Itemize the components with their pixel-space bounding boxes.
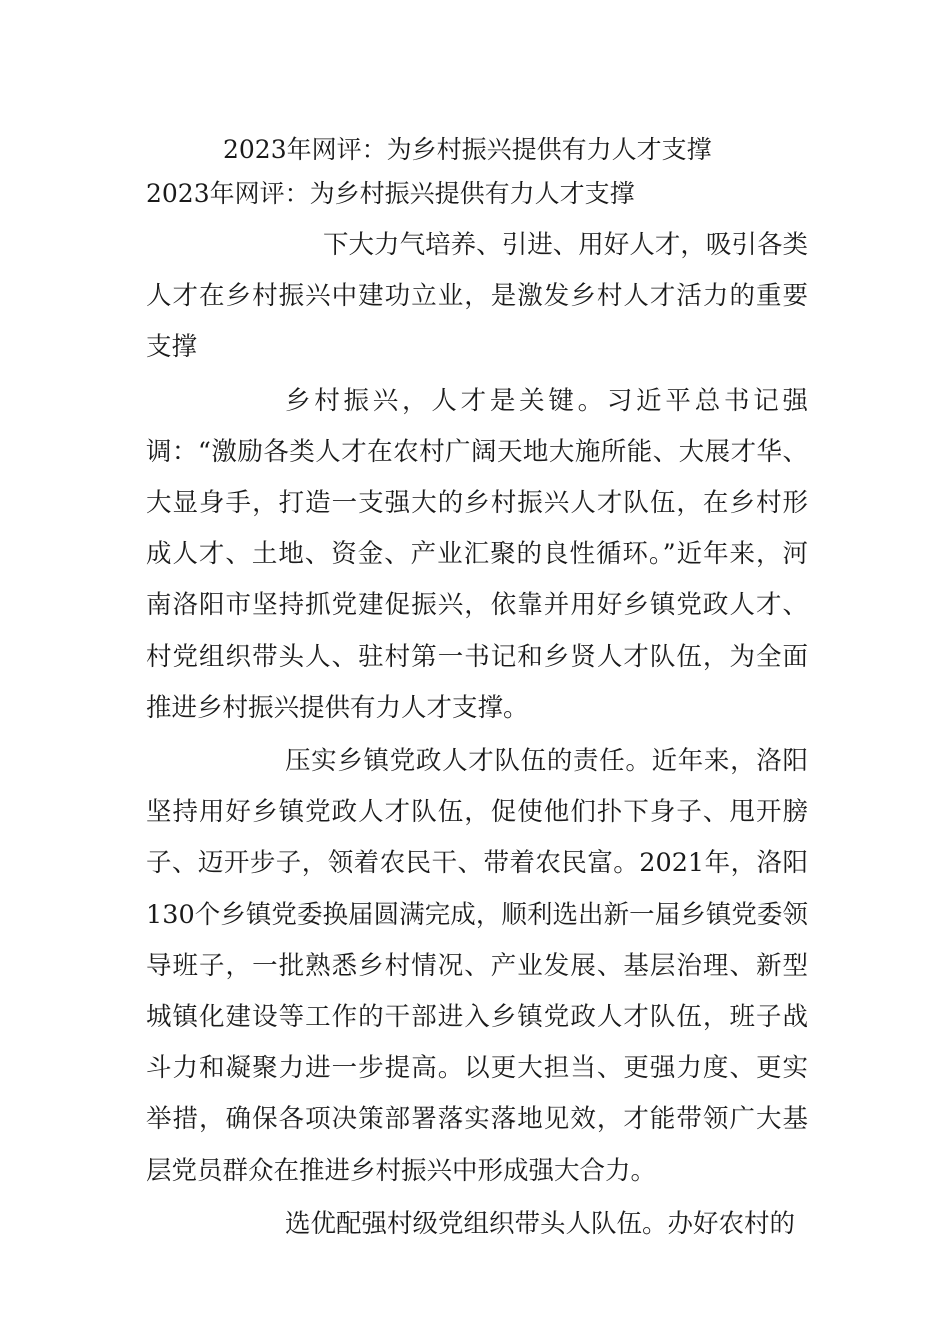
paragraph-township-talent: 压实乡镇党政人才队伍的责任。近年来，洛阳坚持用好乡镇党政人才队伍，促使他们扑下身子、甩开膀子、迈开步子，领着农民干、带着农民富。2021年，洛阳130个乡镇党委换届圆满完成，顺利选出新一届乡镇党委领导班子，一批熟悉乡村情况、产业发展、基层治理、新型城镇化建设等工作的干部进入乡镇党政人才队伍，班子战斗力和凝聚力进一步提高。以更大担当、更强力度、更实举措，确保各项决策部署落实落地见效，才能带领广大基层党员群众在推进乡村振兴中形成强大合力。 bbox=[146, 746, 808, 1186]
document-subtitle: 2023年网评：为乡村振兴提供有力人才支撑 bbox=[146, 179, 635, 208]
document-title: 2023年网评：为乡村振兴提供有力人才支撑 bbox=[223, 135, 712, 164]
paragraph-village-leaders: 选优配强村级党组织带头人队伍。办好农村的 bbox=[285, 1208, 796, 1239]
paragraph-intro: 下大力气培养、引进、用好人才，吸引各类人才在乡村振兴中建功立业，是激发乡村人才活力的重要支撑 bbox=[146, 230, 808, 363]
paragraph-talent-key: 乡村振兴，人才是关键。习近平总书记强调：“激励各类人才在农村广阔天地大施所能、大展才华、大显身手，打造一支强大的乡村振兴人才队伍，在乡村形成人才、土地、资金、产业汇聚的良性循环。”近年来，河南洛阳市坚持抓党建促振兴，依靠并用好乡镇党政人才、村党组织带头人、驻村第一书记和乡贤人才队伍，为全面推进乡村振兴提供有力人才支撑。 bbox=[146, 385, 808, 723]
document-page bbox=[146, 128, 808, 1250]
